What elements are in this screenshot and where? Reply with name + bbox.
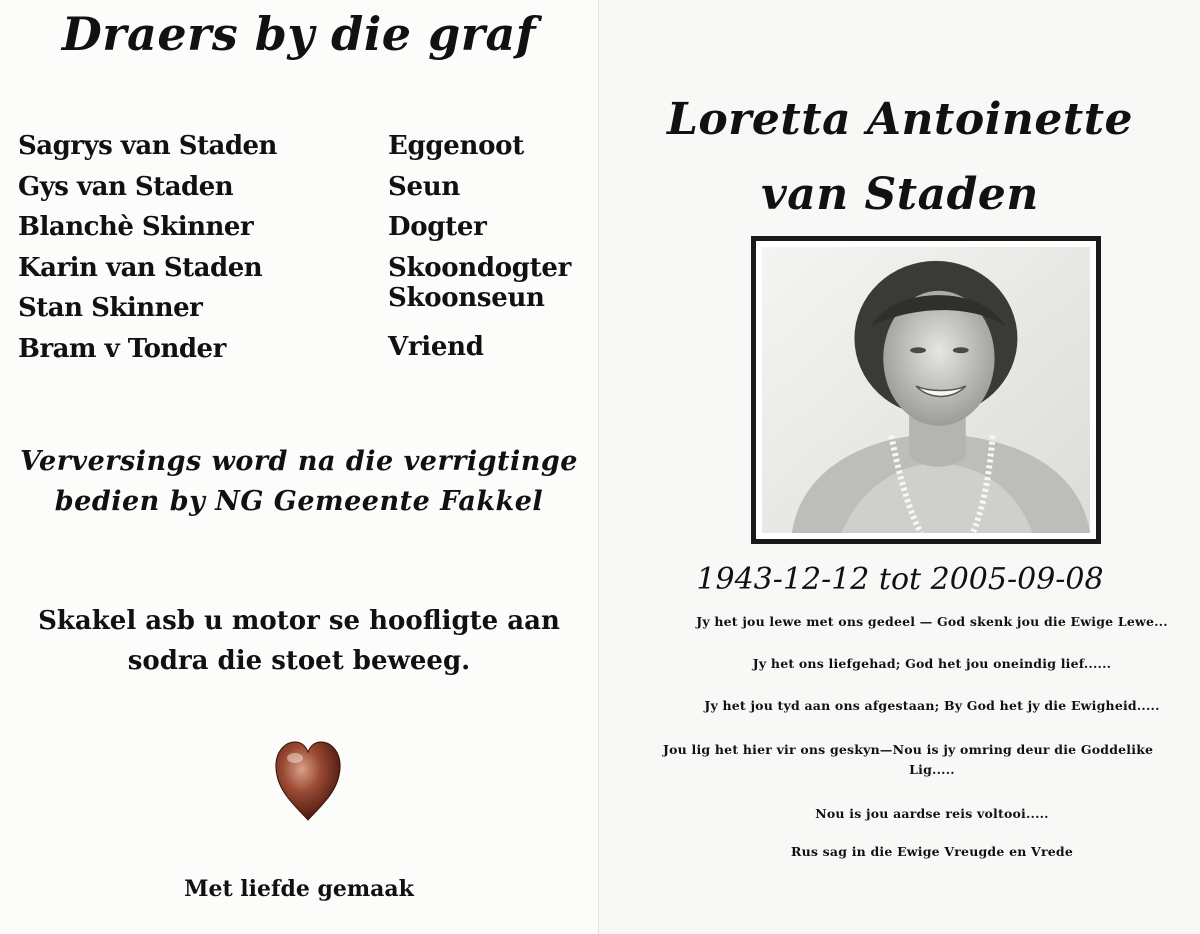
bearer-row: [18, 209, 588, 250]
bearer-name: Gys van Staden: [18, 171, 234, 202]
verse-line: Lig.....: [909, 762, 955, 777]
bearer-name: Blanchè Skinner: [18, 212, 254, 242]
bearer-row: [18, 128, 588, 169]
bearer-relation: Vriend: [388, 331, 484, 362]
portrait-photo: [762, 247, 1090, 533]
bearer-relation: Skoondogter: [388, 252, 572, 283]
bearer-relation: Eggenoot: [388, 131, 524, 161]
headlights-line: Skakel asb u motor se hoofligte aan: [38, 606, 560, 636]
heart-icon: [273, 728, 343, 826]
verse-line: Jy het jou tyd aan ons afgestaan; By God het jy die Ewigheid.....: [704, 698, 1160, 713]
name-line: van Staden: [761, 169, 1039, 220]
footer-text: Met liefde gemaak: [184, 876, 414, 902]
verse-line: Jy het jou lewe met ons gedeel — God skenk jou die Ewige Lewe...: [696, 614, 1168, 629]
bearer-row: [18, 169, 588, 210]
right-page: [598, 0, 1200, 934]
refreshments-notice: [0, 442, 598, 522]
headlights-notice: [0, 601, 598, 681]
bearers-list: [18, 128, 588, 371]
verse-line: Jy het ons liefgehad; God het jou oneindig lief......: [752, 656, 1112, 671]
refreshments-line: Verversings word na die verrigtinge: [20, 446, 578, 477]
portrait-frame: [751, 236, 1101, 544]
left-page: [0, 0, 598, 934]
refreshments-line: bedien by NG Gemeente Fakkel: [54, 486, 544, 517]
life-dates: 1943-12-12 tot 2005-09-08: [696, 562, 1104, 597]
bearers-heading: Draers by die graf: [61, 7, 537, 61]
headlights-line: sodra die stoet beweeg.: [127, 646, 471, 676]
verse-line: Jou lig het hier vir ons geskyn—Nou is jy omring deur die Goddelike: [663, 742, 1154, 757]
bearer-row: [18, 283, 588, 331]
bearer-name: Karin van Staden: [18, 252, 263, 283]
name-line: Loretta Antoinette: [666, 94, 1134, 145]
bearer-row: [18, 331, 588, 372]
bearer-relation: Dogter: [388, 212, 487, 242]
verse-line: Nou is jou aardse reis voltooi.....: [815, 806, 1049, 821]
bearer-name: Sagrys van Staden: [18, 131, 277, 161]
verse-line: Rus sag in die Ewige Vreugde en Vrede: [791, 844, 1073, 859]
bearer-relation: Skoonseun: [388, 283, 545, 313]
bearer-relation: Seun: [388, 171, 460, 202]
bearer-name: Stan Skinner: [18, 293, 203, 323]
bearer-name: Bram v Tonder: [18, 333, 226, 364]
deceased-name: [599, 82, 1200, 232]
memorial-verses: [663, 612, 1200, 862]
